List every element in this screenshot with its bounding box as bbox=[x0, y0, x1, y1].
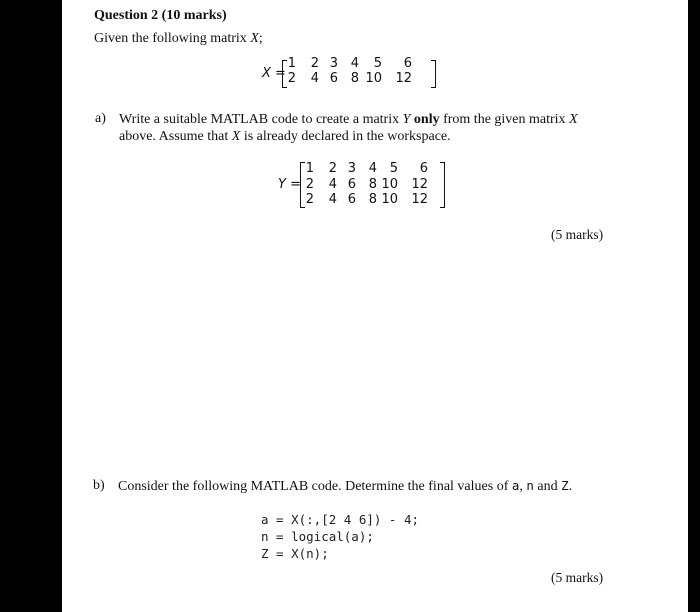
matrix-x-cell: 4 bbox=[310, 71, 319, 86]
code-line-2: n = logical(a); bbox=[261, 529, 374, 544]
intro-prefix: Given the following matrix bbox=[94, 31, 251, 46]
matrix-x-cell: 6 bbox=[329, 71, 338, 86]
matrix-y-cell: 3 bbox=[347, 161, 356, 176]
matrix-y-cell: 2 bbox=[328, 161, 337, 176]
matrix-x-cell: 8 bbox=[350, 71, 359, 86]
matrix-x-label: X = bbox=[262, 66, 286, 81]
matrix-x-right-bracket bbox=[431, 60, 436, 88]
part-b-text: Consider the following MATLAB code. Determine the final values of a, n and Z. bbox=[118, 478, 573, 494]
document-page bbox=[62, 0, 688, 612]
matrix-y-cell: 12 bbox=[411, 176, 428, 192]
matrix-y-cell: 10 bbox=[381, 192, 398, 207]
matrix-y-cell: 8 bbox=[368, 176, 377, 192]
matrix-y-cell: 2 bbox=[305, 192, 314, 207]
matrix-x-grid bbox=[286, 57, 412, 86]
matrix-y-cell: 4 bbox=[368, 161, 377, 176]
part-a-label: a) bbox=[95, 111, 106, 126]
matrix-y-cell: 4 bbox=[328, 176, 337, 192]
matrix-x-cell: 4 bbox=[350, 56, 359, 71]
intro-suffix: ; bbox=[258, 31, 263, 46]
part-a-marks: (5 marks) bbox=[551, 227, 604, 242]
matrix-y-cell: 6 bbox=[419, 161, 428, 176]
matrix-y-cell: 4 bbox=[328, 192, 337, 207]
code-line-1: a = X(:,[2 4 6]) - 4; bbox=[261, 512, 420, 527]
question-title: Question 2 (10 marks) bbox=[94, 8, 227, 23]
matrix-y-cell: 1 bbox=[305, 161, 314, 176]
intro-text bbox=[94, 31, 263, 47]
matrix-y-right-bracket bbox=[440, 162, 445, 208]
matrix-y-grid bbox=[304, 162, 428, 208]
intro-var: X bbox=[250, 31, 259, 46]
matrix-y-cell: 12 bbox=[411, 192, 428, 207]
matrix-y-cell: 6 bbox=[347, 192, 356, 207]
matrix-y-cell: 5 bbox=[389, 161, 398, 176]
code-line-3: Z = X(n); bbox=[261, 546, 329, 561]
matrix-y-cell: 2 bbox=[305, 176, 314, 192]
matrix-y-cell: 10 bbox=[381, 176, 398, 192]
part-b-marks: (5 marks) bbox=[551, 570, 604, 585]
matrix-x-cell: 3 bbox=[329, 56, 338, 71]
matrix-x-cell: 10 bbox=[365, 71, 382, 86]
matrix-y-cell: 6 bbox=[347, 176, 356, 192]
matrix-x-cell: 12 bbox=[395, 71, 412, 86]
part-b-label: b) bbox=[93, 478, 105, 493]
matrix-x-cell: 1 bbox=[287, 56, 296, 71]
matrix-y-cell: 8 bbox=[368, 192, 377, 207]
matrix-x-cell: 6 bbox=[403, 56, 412, 71]
matrix-y-label: Y = bbox=[278, 177, 301, 192]
matrix-x-cell: 2 bbox=[287, 71, 296, 86]
part-a-text: Write a suitable MATLAB code to create a matrix Y only from the given matrix X above. Assume that X is already declared in the workspace. bbox=[119, 112, 578, 144]
matrix-x-cell: 5 bbox=[373, 56, 382, 71]
matrix-x-cell: 2 bbox=[310, 56, 319, 71]
